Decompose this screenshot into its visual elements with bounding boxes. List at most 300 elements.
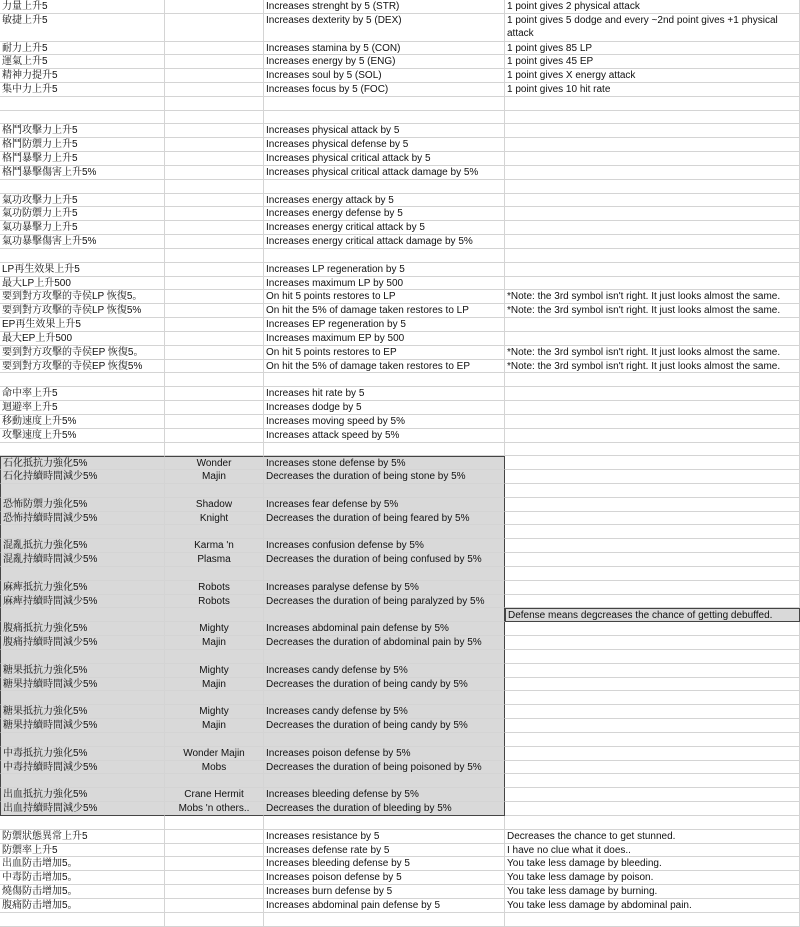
source-cell[interactable] (165, 857, 264, 871)
source-cell[interactable] (165, 373, 264, 387)
skill-name-cell[interactable] (0, 608, 165, 622)
note-cell[interactable]: Decreases the chance to get stunned. (505, 830, 800, 844)
note-cell[interactable] (505, 111, 800, 125)
source-cell[interactable]: Robots (165, 581, 264, 595)
skill-name-cell[interactable]: 氣功防禦力上升5 (0, 207, 165, 221)
table-row (0, 180, 800, 194)
table-row (0, 525, 800, 539)
table-row (0, 595, 800, 609)
table-row (0, 664, 800, 678)
skill-name-cell[interactable] (0, 913, 165, 927)
description-cell[interactable]: Increases soul by 5 (SOL) (264, 69, 505, 83)
skill-name-cell[interactable]: 最大LP上升500 (0, 277, 165, 291)
description-cell[interactable]: On hit the 5% of damage taken restores to EP (264, 360, 505, 374)
skill-name-cell[interactable]: 氣功暴擊傷害上升5% (0, 235, 165, 249)
source-cell[interactable] (165, 484, 264, 498)
skill-name-cell[interactable]: 氣功攻擊力上升5 (0, 194, 165, 208)
skill-name-cell[interactable] (0, 525, 165, 539)
note-cell[interactable] (505, 387, 800, 401)
description-cell[interactable]: Increases energy attack by 5 (264, 194, 505, 208)
table-row (0, 443, 800, 457)
skill-name-cell[interactable]: 腹痛持續時間減少5% (0, 636, 165, 650)
table-row (0, 899, 800, 913)
description-cell[interactable]: Decreases the duration of being candy by 5% (264, 719, 505, 733)
description-cell[interactable]: Decreases the duration of being poisoned by 5% (264, 761, 505, 775)
description-cell[interactable]: Increases physical critical attack damage by 5% (264, 166, 505, 180)
description-cell[interactable]: Increases hit rate by 5 (264, 387, 505, 401)
skill-name-cell[interactable]: 敏捷上升5 (0, 14, 165, 42)
table-row (0, 553, 800, 567)
note-cell[interactable] (505, 456, 800, 470)
note-cell[interactable] (505, 719, 800, 733)
note-cell[interactable] (505, 443, 800, 457)
note-cell[interactable] (505, 539, 800, 553)
note-cell[interactable] (505, 401, 800, 415)
source-cell[interactable] (165, 567, 264, 581)
table-row (0, 277, 800, 291)
note-cell[interactable] (505, 664, 800, 678)
table-row (0, 415, 800, 429)
table-row (0, 567, 800, 581)
description-cell[interactable]: Increases paralyse defense by 5% (264, 581, 505, 595)
note-cell[interactable] (505, 429, 800, 443)
description-cell[interactable]: Increases dodge by 5 (264, 401, 505, 415)
description-cell[interactable]: Increases energy defense by 5 (264, 207, 505, 221)
note-cell[interactable]: 1 point gives 45 EP (505, 55, 800, 69)
skill-name-cell[interactable] (0, 443, 165, 457)
description-cell[interactable]: Increases physical defense by 5 (264, 138, 505, 152)
note-cell[interactable]: *Note: the 3rd symbol isn't right. It just looks almost the same. (505, 360, 800, 374)
description-cell[interactable] (264, 525, 505, 539)
table-row (0, 42, 800, 56)
note-cell[interactable] (505, 484, 800, 498)
skill-name-cell[interactable]: 出血持續時間減少5% (0, 802, 165, 816)
source-cell[interactable] (165, 97, 264, 111)
description-cell[interactable] (264, 180, 505, 194)
note-cell[interactable]: Defense means degcreases the chance of getting debuffed. (505, 608, 800, 622)
skill-name-cell[interactable] (0, 567, 165, 581)
note-cell[interactable]: You take less damage by poison. (505, 871, 800, 885)
source-cell[interactable] (165, 194, 264, 208)
source-cell[interactable] (165, 221, 264, 235)
note-cell[interactable] (505, 636, 800, 650)
source-cell[interactable] (165, 124, 264, 138)
table-row (0, 221, 800, 235)
source-cell[interactable] (165, 304, 264, 318)
note-cell[interactable] (505, 207, 800, 221)
skill-name-cell[interactable] (0, 774, 165, 788)
description-cell[interactable]: Decreases the duration of bleeding by 5% (264, 802, 505, 816)
note-cell[interactable] (505, 221, 800, 235)
table-row (0, 360, 800, 374)
note-cell[interactable] (505, 512, 800, 526)
note-cell[interactable]: You take less damage by burning. (505, 885, 800, 899)
description-cell[interactable] (264, 816, 505, 830)
note-cell[interactable] (505, 678, 800, 692)
table-row (0, 124, 800, 138)
source-cell[interactable]: Plasma (165, 553, 264, 567)
description-cell[interactable]: Increases bleeding defense by 5% (264, 788, 505, 802)
source-cell[interactable] (165, 55, 264, 69)
skill-name-cell[interactable]: 中毒持續時間減少5% (0, 761, 165, 775)
skill-name-cell[interactable]: 要到對方攻擊的寺侯LP 恢復5。 (0, 290, 165, 304)
source-cell[interactable] (165, 650, 264, 664)
source-cell[interactable] (165, 42, 264, 56)
description-cell[interactable]: Increases stone defense by 5% (264, 456, 505, 470)
source-cell[interactable] (165, 608, 264, 622)
description-cell[interactable]: Increases focus by 5 (FOC) (264, 83, 505, 97)
note-cell[interactable]: *Note: the 3rd symbol isn't right. It just looks almost the same. (505, 290, 800, 304)
source-cell[interactable] (165, 69, 264, 83)
note-cell[interactable]: 1 point gives 10 hit rate (505, 83, 800, 97)
source-cell[interactable]: Shadow (165, 498, 264, 512)
source-cell[interactable] (165, 235, 264, 249)
description-cell[interactable]: Increases candy defense by 5% (264, 705, 505, 719)
note-cell[interactable] (505, 581, 800, 595)
description-cell[interactable] (264, 691, 505, 705)
source-cell[interactable] (165, 138, 264, 152)
note-cell[interactable]: 1 point gives X energy attack (505, 69, 800, 83)
note-cell[interactable] (505, 774, 800, 788)
skill-name-cell[interactable]: 格鬥防禦力上升5 (0, 138, 165, 152)
note-cell[interactable] (505, 498, 800, 512)
description-cell[interactable]: Increases resistance by 5 (264, 830, 505, 844)
description-cell[interactable]: Increases dexterity by 5 (DEX) (264, 14, 505, 42)
description-cell[interactable]: Increases poison defense by 5% (264, 747, 505, 761)
note-cell[interactable]: 1 point gives 5 dodge and every ~2nd point gives +1 physical attack (505, 14, 800, 42)
description-cell[interactable]: Increases candy defense by 5% (264, 664, 505, 678)
description-cell[interactable]: Decreases the duration of being paralyzed by 5% (264, 595, 505, 609)
skill-name-cell[interactable]: 運氣上升5 (0, 55, 165, 69)
note-cell[interactable] (505, 124, 800, 138)
description-cell[interactable]: Increases energy by 5 (ENG) (264, 55, 505, 69)
description-cell[interactable] (264, 111, 505, 125)
skill-name-cell[interactable]: 最大EP上升500 (0, 332, 165, 346)
skill-name-cell[interactable] (0, 180, 165, 194)
note-cell[interactable] (505, 332, 800, 346)
source-cell[interactable]: Mighty (165, 622, 264, 636)
table-row (0, 691, 800, 705)
note-cell[interactable] (505, 166, 800, 180)
source-cell[interactable] (165, 443, 264, 457)
source-cell[interactable] (165, 346, 264, 360)
skill-name-cell[interactable]: 混亂抵抗力強化5% (0, 539, 165, 553)
skill-name-cell[interactable]: 精神力提升5 (0, 69, 165, 83)
description-cell[interactable]: Increases abdominal pain defense by 5 (264, 899, 505, 913)
table-row (0, 539, 800, 553)
source-cell[interactable] (165, 733, 264, 747)
skill-name-cell[interactable] (0, 373, 165, 387)
source-cell[interactable] (165, 277, 264, 291)
description-cell[interactable] (264, 774, 505, 788)
note-cell[interactable] (505, 470, 800, 484)
skill-name-cell[interactable]: 中毒抵抗力強化5% (0, 747, 165, 761)
skill-name-cell[interactable]: 腹痛防击增加5。 (0, 899, 165, 913)
note-cell[interactable]: You take less damage by bleeding. (505, 857, 800, 871)
source-cell[interactable]: Robots (165, 595, 264, 609)
description-cell[interactable] (264, 373, 505, 387)
description-cell[interactable]: Increases EP regeneration by 5 (264, 318, 505, 332)
skill-name-cell[interactable]: EP再生效果上升5 (0, 318, 165, 332)
table-row (0, 857, 800, 871)
table-row (0, 705, 800, 719)
source-cell[interactable] (165, 166, 264, 180)
skill-name-cell[interactable]: 石化持續時間減少5% (0, 470, 165, 484)
description-cell[interactable] (264, 97, 505, 111)
skill-name-cell[interactable]: 氣功暴擊力上升5 (0, 221, 165, 235)
table-row (0, 138, 800, 152)
skill-name-cell[interactable]: 命中率上升5 (0, 387, 165, 401)
skill-name-cell[interactable]: LP再生效果上升5 (0, 263, 165, 277)
note-cell[interactable] (505, 553, 800, 567)
note-cell[interactable] (505, 567, 800, 581)
note-cell[interactable] (505, 263, 800, 277)
skill-name-cell[interactable]: 防禦狀態異常上升5 (0, 830, 165, 844)
source-cell[interactable]: Mobs 'n others.. (165, 802, 264, 816)
note-cell[interactable] (505, 97, 800, 111)
skill-name-cell[interactable]: 防禦率上升5 (0, 844, 165, 858)
description-cell[interactable]: Increases energy critical attack by 5 (264, 221, 505, 235)
description-cell[interactable]: Decreases the duration of being candy by 5% (264, 678, 505, 692)
source-cell[interactable]: Mighty (165, 664, 264, 678)
source-cell[interactable] (165, 774, 264, 788)
skill-name-cell[interactable]: 糖果持續時間減少5% (0, 678, 165, 692)
table-row (0, 429, 800, 443)
note-cell[interactable] (505, 194, 800, 208)
skill-name-cell[interactable]: 恐怖持續時間減少5% (0, 512, 165, 526)
skill-name-cell[interactable]: 移動速度上升5% (0, 415, 165, 429)
skill-name-cell[interactable]: 攻擊速度上升5% (0, 429, 165, 443)
skill-name-cell[interactable] (0, 816, 165, 830)
description-cell[interactable] (264, 249, 505, 263)
source-cell[interactable]: Majin (165, 678, 264, 692)
note-cell[interactable] (505, 802, 800, 816)
skill-name-cell[interactable]: 耐力上升5 (0, 42, 165, 56)
skill-name-cell[interactable]: 力量上升5 (0, 0, 165, 14)
skill-name-cell[interactable]: 出血抵抗力強化5% (0, 788, 165, 802)
skill-name-cell[interactable] (0, 733, 165, 747)
note-cell[interactable] (505, 318, 800, 332)
source-cell[interactable] (165, 871, 264, 885)
skill-name-cell[interactable]: 混亂持續時間減少5% (0, 553, 165, 567)
description-cell[interactable] (264, 567, 505, 581)
note-cell[interactable] (505, 180, 800, 194)
description-cell[interactable]: Increases maximum LP by 500 (264, 277, 505, 291)
source-cell[interactable] (165, 429, 264, 443)
table-row (0, 636, 800, 650)
table-row (0, 304, 800, 318)
source-cell[interactable] (165, 152, 264, 166)
source-cell[interactable] (165, 318, 264, 332)
description-cell[interactable]: Increases defense rate by 5 (264, 844, 505, 858)
source-cell[interactable]: Mobs (165, 761, 264, 775)
table-row (0, 97, 800, 111)
description-cell[interactable] (264, 650, 505, 664)
source-cell[interactable] (165, 0, 264, 14)
note-cell[interactable]: I have no clue what it does.. (505, 844, 800, 858)
source-cell[interactable] (165, 111, 264, 125)
skill-name-cell[interactable] (0, 97, 165, 111)
note-cell[interactable] (505, 595, 800, 609)
note-cell[interactable] (505, 913, 800, 927)
description-cell[interactable]: Increases stamina by 5 (CON) (264, 42, 505, 56)
description-cell[interactable]: Increases bleeding defense by 5 (264, 857, 505, 871)
source-cell[interactable]: Knight (165, 512, 264, 526)
description-cell[interactable]: Increases poison defense by 5 (264, 871, 505, 885)
note-cell[interactable] (505, 249, 800, 263)
description-cell[interactable] (264, 913, 505, 927)
source-cell[interactable] (165, 83, 264, 97)
skill-name-cell[interactable]: 要到對方攻擊的寺侯EP 恢復5% (0, 360, 165, 374)
description-cell[interactable]: On hit 5 points restores to LP (264, 290, 505, 304)
description-cell[interactable]: Decreases the duration of abdominal pain by 5% (264, 636, 505, 650)
source-cell[interactable]: Majin (165, 719, 264, 733)
table-row (0, 733, 800, 747)
description-cell[interactable]: Increases LP regeneration by 5 (264, 263, 505, 277)
description-cell[interactable]: Increases attack speed by 5% (264, 429, 505, 443)
source-cell[interactable] (165, 14, 264, 42)
description-cell[interactable] (264, 443, 505, 457)
note-cell[interactable] (505, 650, 800, 664)
source-cell[interactable]: Crane Hermit (165, 788, 264, 802)
description-cell[interactable]: Increases abdominal pain defense by 5% (264, 622, 505, 636)
source-cell[interactable] (165, 899, 264, 913)
note-cell[interactable]: *Note: the 3rd symbol isn't right. It just looks almost the same. (505, 304, 800, 318)
note-cell[interactable] (505, 705, 800, 719)
skill-name-cell[interactable]: 要到對方攻擊的寺侯LP 恢復5% (0, 304, 165, 318)
note-cell[interactable] (505, 235, 800, 249)
source-cell[interactable] (165, 332, 264, 346)
source-cell[interactable] (165, 525, 264, 539)
source-cell[interactable] (165, 290, 264, 304)
source-cell[interactable]: Wonder Majin (165, 747, 264, 761)
description-cell[interactable]: Increases energy critical attack damage by 5% (264, 235, 505, 249)
note-cell[interactable] (505, 138, 800, 152)
description-cell[interactable]: Increases strenght by 5 (STR) (264, 0, 505, 14)
description-cell[interactable]: Decreases the duration of being stone by 5% (264, 470, 505, 484)
skill-name-cell[interactable] (0, 249, 165, 263)
source-cell[interactable] (165, 263, 264, 277)
note-cell[interactable] (505, 525, 800, 539)
skill-name-cell[interactable]: 糖果抵抗力強化5% (0, 664, 165, 678)
source-cell[interactable]: Wonder (165, 456, 264, 470)
note-cell[interactable] (505, 691, 800, 705)
note-cell[interactable]: 1 point gives 85 LP (505, 42, 800, 56)
skill-name-cell[interactable] (0, 484, 165, 498)
note-cell[interactable] (505, 761, 800, 775)
note-cell[interactable] (505, 816, 800, 830)
source-cell[interactable] (165, 691, 264, 705)
table-row (0, 622, 800, 636)
skill-name-cell[interactable]: 麻痺持續時間減少5% (0, 595, 165, 609)
description-cell[interactable]: Increases fear defense by 5% (264, 498, 505, 512)
source-cell[interactable]: Majin (165, 470, 264, 484)
description-cell[interactable]: Increases maximum EP by 500 (264, 332, 505, 346)
note-cell[interactable]: 1 point gives 2 physical attack (505, 0, 800, 14)
source-cell[interactable] (165, 816, 264, 830)
note-cell[interactable] (505, 747, 800, 761)
description-cell[interactable]: On hit the 5% of damage taken restores to LP (264, 304, 505, 318)
skill-name-cell[interactable]: 腹痛抵抗力強化5% (0, 622, 165, 636)
note-cell[interactable] (505, 152, 800, 166)
skill-name-cell[interactable]: 格鬥攻擊力上升5 (0, 124, 165, 138)
source-cell[interactable] (165, 360, 264, 374)
description-cell[interactable]: Decreases the duration of being feared by 5% (264, 512, 505, 526)
skill-name-cell[interactable] (0, 650, 165, 664)
description-cell[interactable]: Increases physical critical attack by 5 (264, 152, 505, 166)
table-row (0, 484, 800, 498)
skill-name-cell[interactable]: 要到對方攻擊的寺侯EP 恢復5。 (0, 346, 165, 360)
source-cell[interactable] (165, 180, 264, 194)
skill-name-cell[interactable]: 石化抵抗力強化5% (0, 456, 165, 470)
source-cell[interactable] (165, 401, 264, 415)
skill-name-cell[interactable]: 糖果抵抗力強化5% (0, 705, 165, 719)
description-cell[interactable]: Increases confusion defense by 5% (264, 539, 505, 553)
table-row (0, 318, 800, 332)
table-row (0, 290, 800, 304)
table-row (0, 802, 800, 816)
description-cell[interactable]: Decreases the duration of being confused by 5% (264, 553, 505, 567)
source-cell[interactable]: Mighty (165, 705, 264, 719)
skill-name-cell[interactable]: 出血防击增加5。 (0, 857, 165, 871)
note-cell[interactable] (505, 415, 800, 429)
note-cell[interactable] (505, 788, 800, 802)
table-row (0, 470, 800, 484)
note-cell[interactable]: *Note: the 3rd symbol isn't right. It just looks almost the same. (505, 346, 800, 360)
description-cell[interactable] (264, 608, 505, 622)
description-cell[interactable]: On hit 5 points restores to EP (264, 346, 505, 360)
table-row (0, 14, 800, 42)
description-cell[interactable]: Increases burn defense by 5 (264, 885, 505, 899)
table-row (0, 69, 800, 83)
skill-name-cell[interactable]: 集中力上升5 (0, 83, 165, 97)
source-cell[interactable] (165, 830, 264, 844)
table-row (0, 719, 800, 733)
skill-name-cell[interactable]: 迴避率上升5 (0, 401, 165, 415)
source-cell[interactable] (165, 913, 264, 927)
note-cell[interactable] (505, 733, 800, 747)
source-cell[interactable] (165, 844, 264, 858)
table-row (0, 166, 800, 180)
skill-name-cell[interactable]: 糖果持續時間減少5% (0, 719, 165, 733)
skill-name-cell[interactable] (0, 111, 165, 125)
description-cell[interactable] (264, 484, 505, 498)
skill-name-cell[interactable]: 中毒防击增加5。 (0, 871, 165, 885)
skill-name-cell[interactable]: 恐怖防禦力強化5% (0, 498, 165, 512)
source-cell[interactable] (165, 885, 264, 899)
table-row (0, 581, 800, 595)
note-cell[interactable] (505, 373, 800, 387)
skill-name-cell[interactable]: 燒傷防击增加5。 (0, 885, 165, 899)
table-row (0, 885, 800, 899)
description-cell[interactable] (264, 733, 505, 747)
skill-name-cell[interactable]: 格鬥暴擊力上升5 (0, 152, 165, 166)
note-cell[interactable] (505, 277, 800, 291)
source-cell[interactable] (165, 207, 264, 221)
skill-name-cell[interactable]: 格鬥暴擊傷害上升5% (0, 166, 165, 180)
description-cell[interactable]: Increases physical attack by 5 (264, 124, 505, 138)
source-cell[interactable] (165, 249, 264, 263)
note-cell[interactable] (505, 622, 800, 636)
source-cell[interactable] (165, 387, 264, 401)
source-cell[interactable]: Karma 'n (165, 539, 264, 553)
source-cell[interactable]: Majin (165, 636, 264, 650)
skill-name-cell[interactable] (0, 691, 165, 705)
description-cell[interactable]: Increases moving speed by 5% (264, 415, 505, 429)
skill-name-cell[interactable]: 麻痺抵抗力強化5% (0, 581, 165, 595)
source-cell[interactable] (165, 415, 264, 429)
note-cell[interactable]: You take less damage by abdominal pain. (505, 899, 800, 913)
